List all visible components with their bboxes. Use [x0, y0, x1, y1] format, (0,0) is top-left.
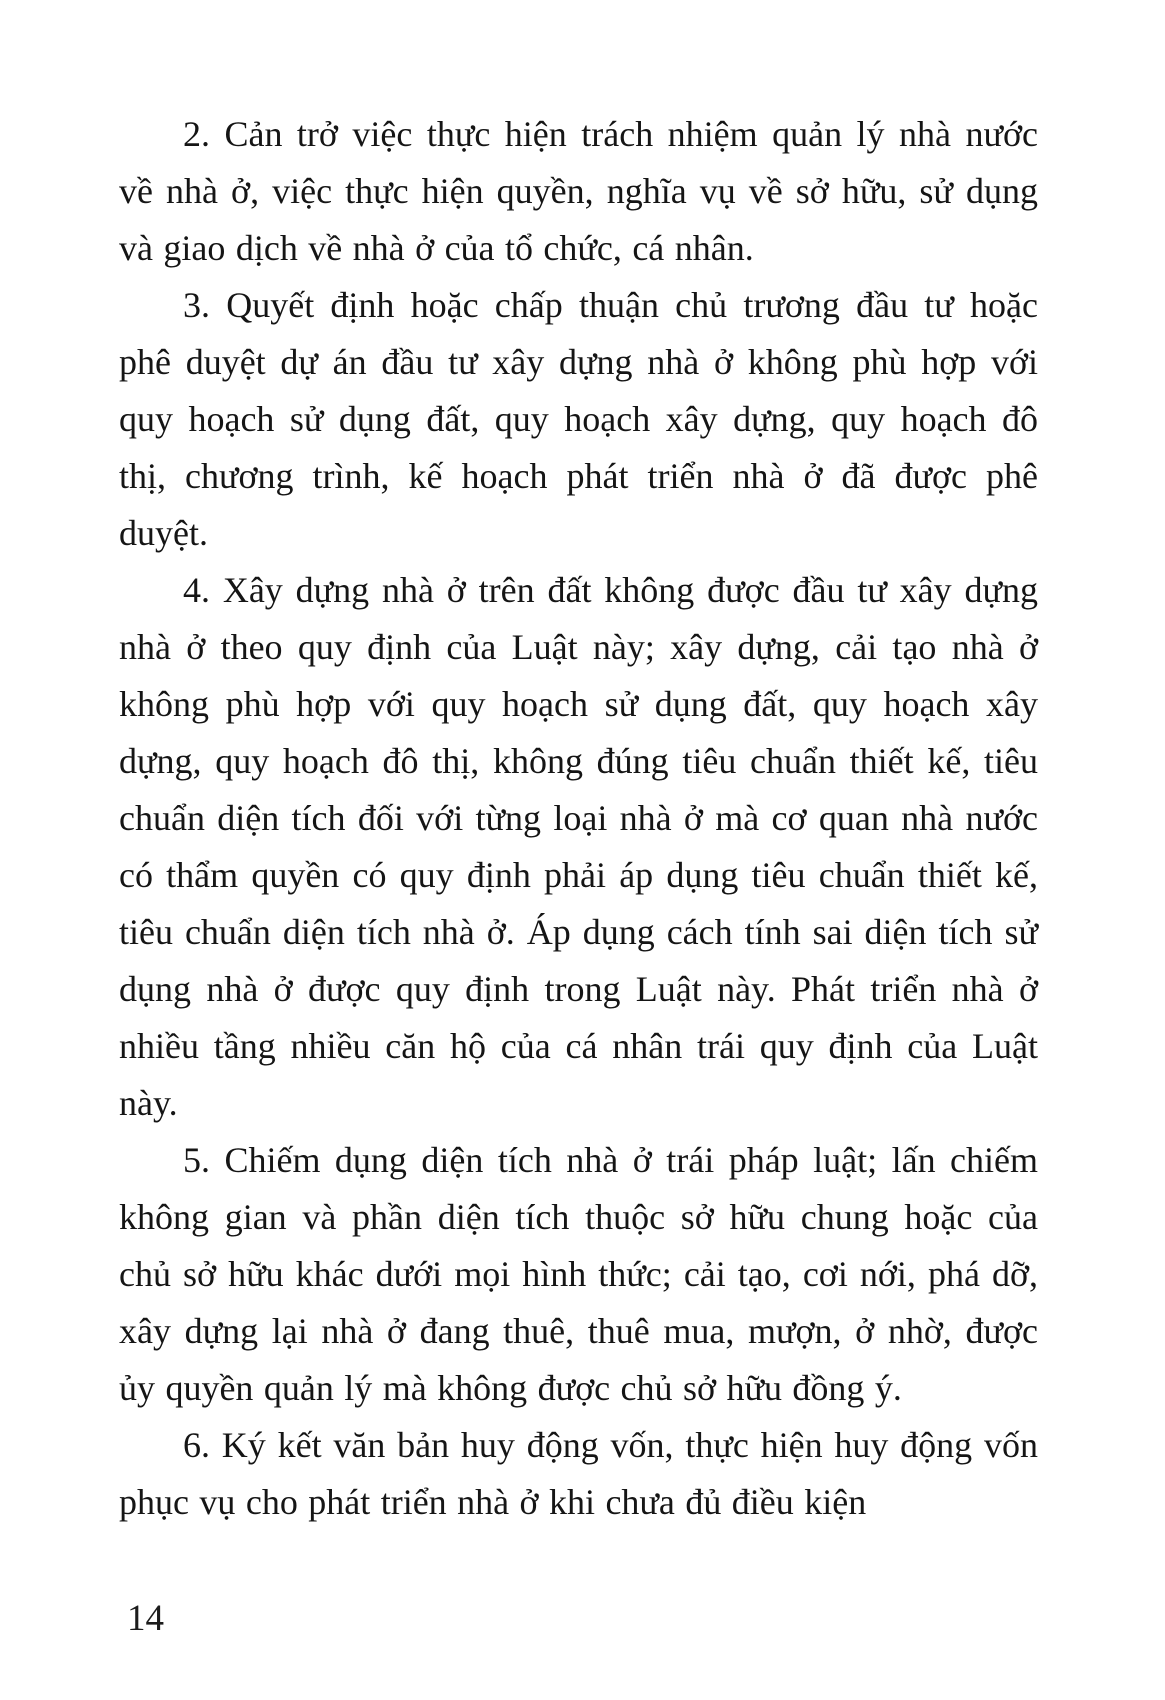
paragraph-clause-4: 4. Xây dựng nhà ở trên đất không được đầu tư xây dựng nhà ở theo quy định của Luật này; xây dựng, cải tạo nhà ở không phù hợp với quy hoạch sử dụng đất, quy hoạch xây dựng, quy hoạch đô thị, không đúng tiêu chuẩn thiết kế, tiêu chuẩn diện tích đối với từng loại nhà ở mà cơ quan nhà nước có thẩm quyền có quy định phải áp dụng tiêu chuẩn thiết kế, tiêu chuẩn diện tích nhà ở. Áp dụng cách tính sai diện tích sử dụng nhà ở được quy định trong Luật này. Phát triển nhà ở nhiều tầng nhiều căn hộ của cá nhân trái quy định của Luật này. — [119, 570, 1038, 1123]
page-body-text — [119, 106, 1038, 1531]
page-number: 14 — [127, 1598, 164, 1639]
paragraph-clause-6: 6. Ký kết văn bản huy động vốn, thực hiện huy động vốn phục vụ cho phát triển nhà ở khi chưa đủ điều kiện — [119, 1425, 1038, 1522]
paragraph-clause-2: 2. Cản trở việc thực hiện trách nhiệm quản lý nhà nước về nhà ở, việc thực hiện quyền, nghĩa vụ về sở hữu, sử dụng và giao dịch về nhà ở của tổ chức, cá nhân. — [119, 114, 1038, 268]
paragraph-clause-5: 5. Chiếm dụng diện tích nhà ở trái pháp luật; lấn chiếm không gian và phần diện tích thuộc sở hữu chung hoặc của chủ sở hữu khác dưới mọi hình thức; cải tạo, cơi nới, phá dỡ, xây dựng lại nhà ở đang thuê, thuê mua, mượn, ở nhờ, được ủy quyền quản lý mà không được chủ sở hữu đồng ý. — [119, 1140, 1038, 1408]
paragraph-clause-3: 3. Quyết định hoặc chấp thuận chủ trương đầu tư hoặc phê duyệt dự án đầu tư xây dựng nhà ở không phù hợp với quy hoạch sử dụng đất, quy hoạch xây dựng, quy hoạch đô thị, chương trình, kế hoạch phát triển nhà ở đã được phê duyệt. — [119, 285, 1038, 553]
